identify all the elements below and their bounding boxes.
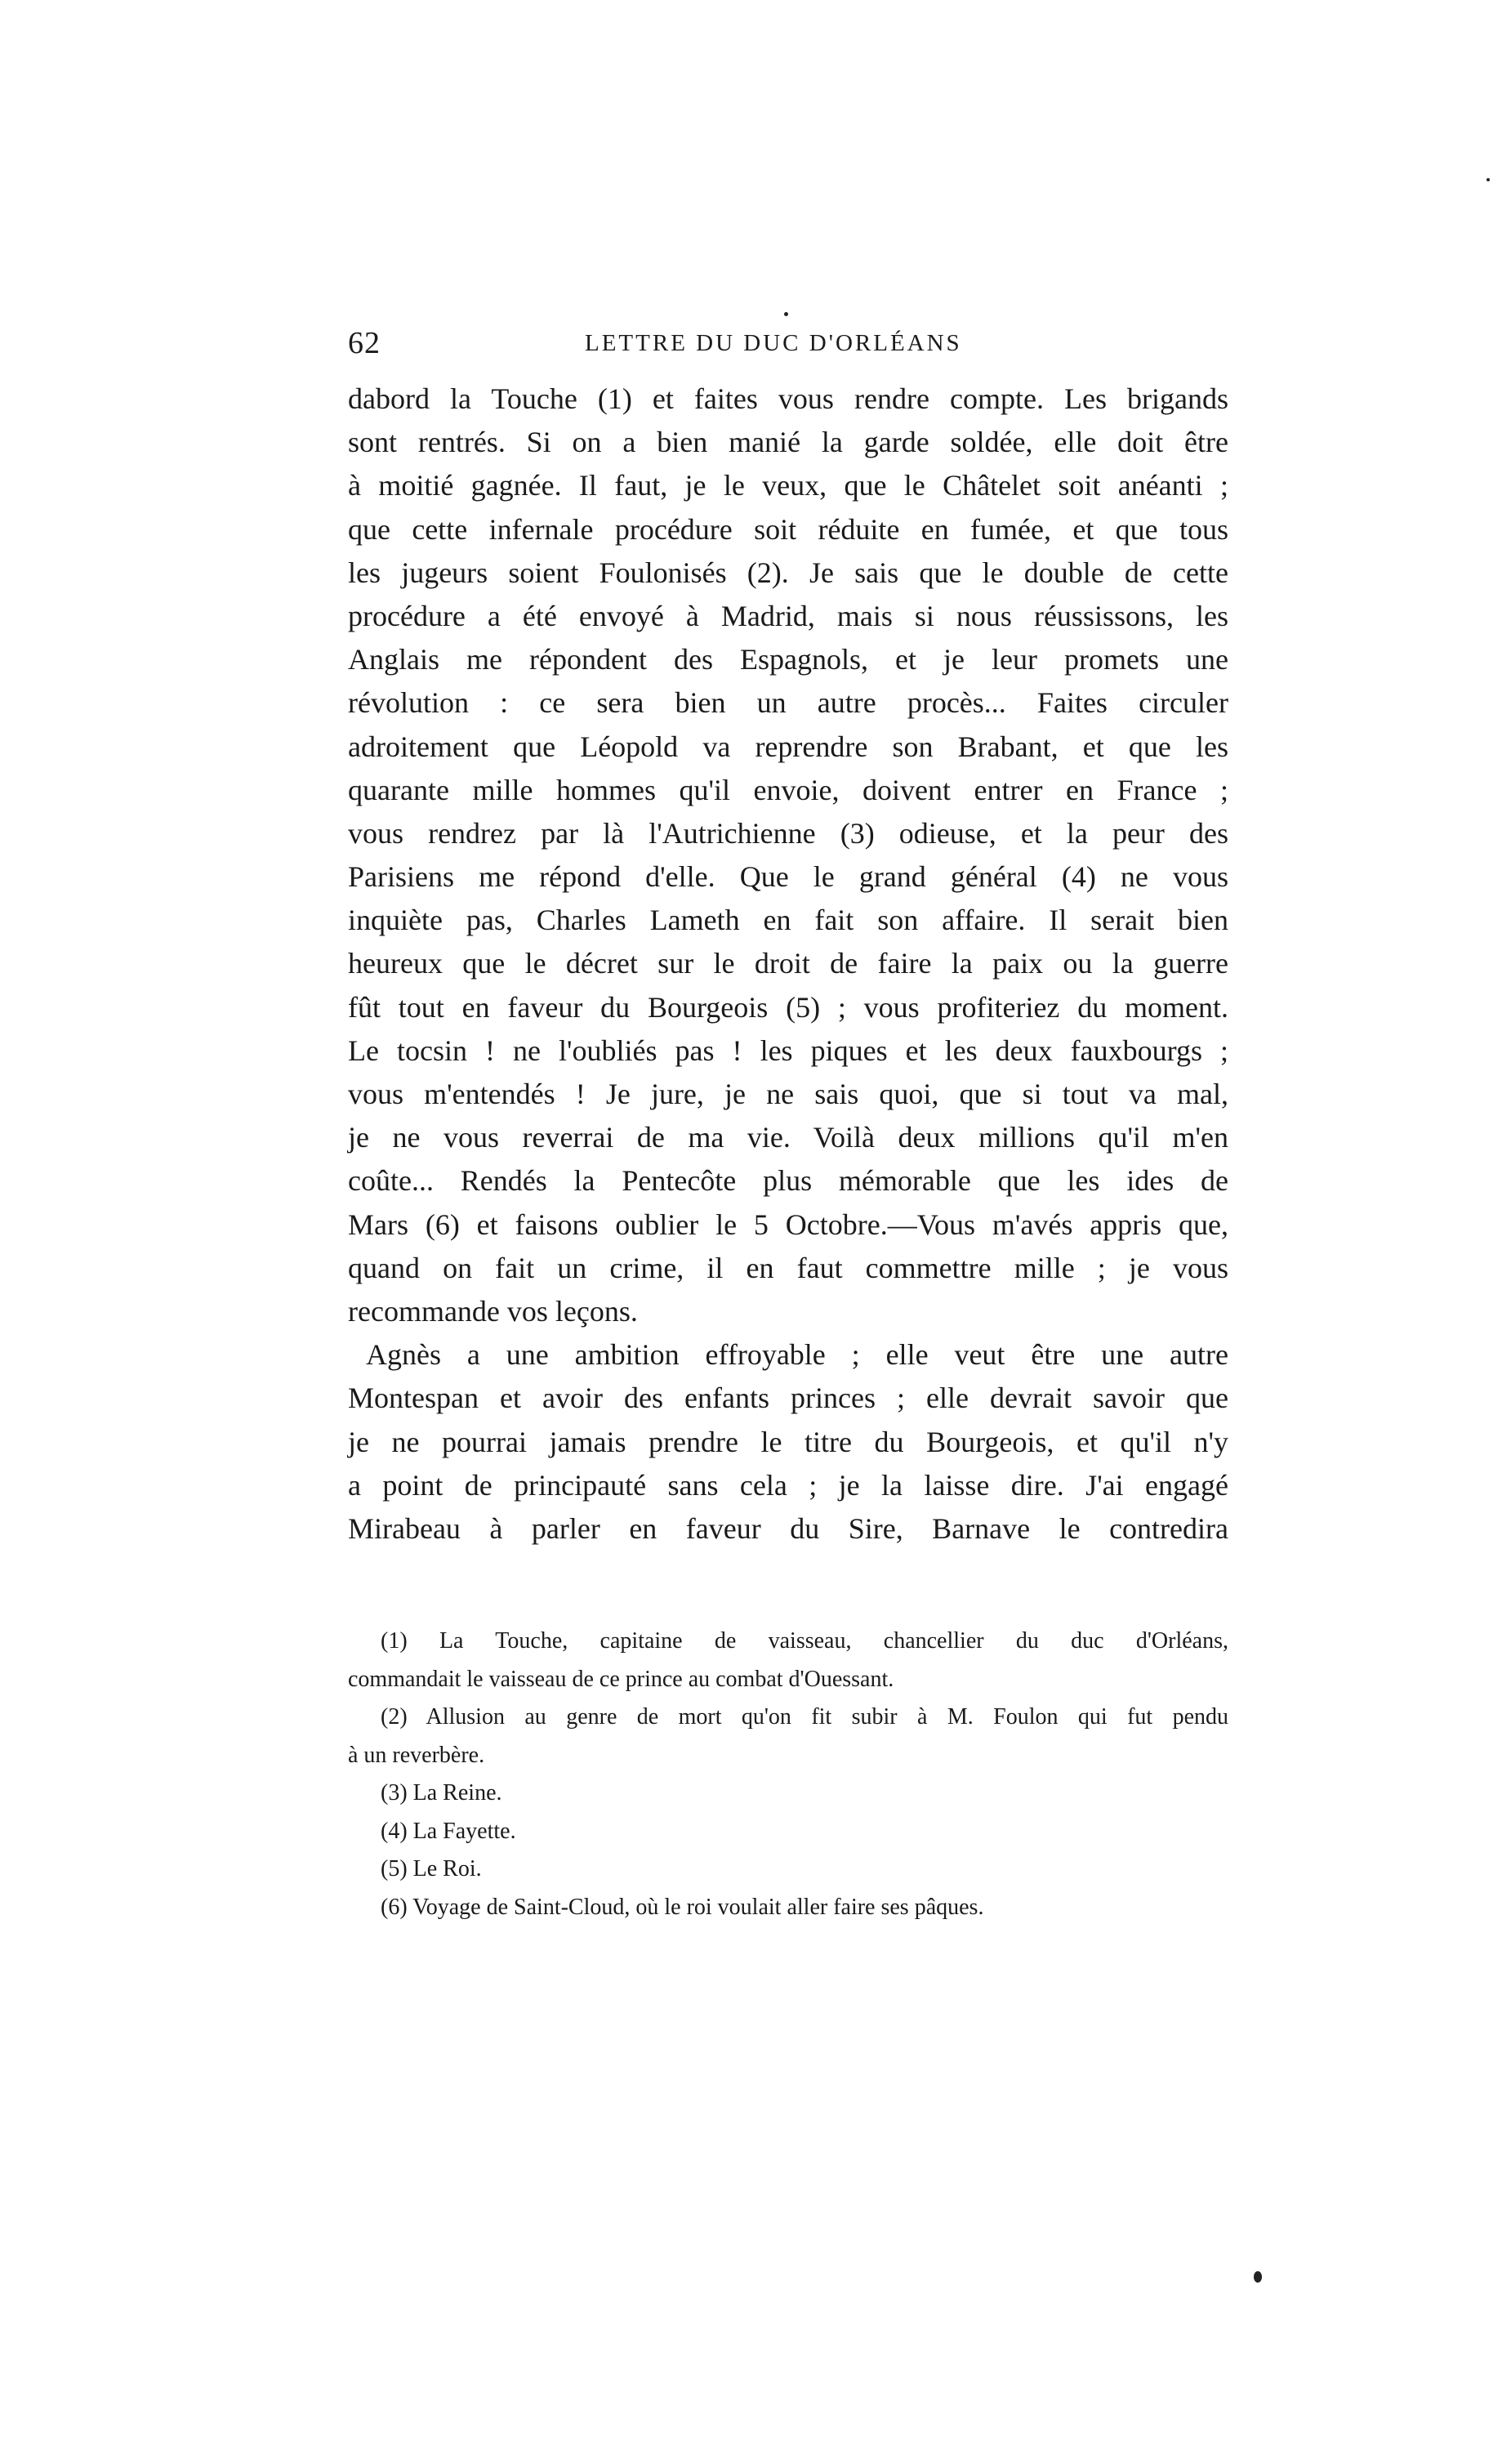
page-number: 62 xyxy=(348,326,381,360)
text-line: à moitié gagnée. Il faut, je le veux, que le Châtelet soit anéanti ; xyxy=(348,469,1228,502)
footnote-line: commandait le vaisseau de ce prince au combat d'Ouessant. xyxy=(348,1666,894,1692)
text-line: adroitement que Léopold va reprendre son Brabant, et que les xyxy=(348,730,1228,763)
text-line: sont rentrés. Si on a bien manié la garde soldée, elle doit être xyxy=(348,426,1228,459)
text-line: procédure a été envoyé à Madrid, mais si nous réussissons, les xyxy=(348,599,1228,632)
main-text xyxy=(348,377,1228,1551)
running-title: LETTRE DU DUC D'ORLÉANS xyxy=(585,330,962,356)
text-line: Montespan et avoir des enfants princes ; elle devrait savoir que xyxy=(348,1382,1228,1415)
ink-speck xyxy=(784,312,788,316)
text-line: heureux que le décret sur le droit de faire la paix ou la guerre xyxy=(348,947,1228,980)
text-line: vous rendrez par là l'Autrichienne (3) odieuse, et la peur des xyxy=(348,816,1228,850)
text-line: Anglais me répondent des Espagnols, et je leur promets une xyxy=(348,643,1228,676)
footnote-line: (2) Allusion au genre de mort qu'on fit subir à M. Foulon qui fut pendu xyxy=(381,1704,1228,1730)
text-line: fût tout en faveur du Bourgeois (5) ; vous profiteriez du moment. xyxy=(348,990,1228,1024)
footnotes xyxy=(348,1623,1228,1926)
text-line: Parisiens me répond d'elle. Que le grand général (4) ne vous xyxy=(348,860,1228,894)
text-line: je ne pourrai jamais prendre le titre du Bourgeois, et qu'il n'y xyxy=(348,1425,1228,1458)
text-line: quand on fait un crime, il en faut commettre mille ; je vous xyxy=(348,1251,1228,1284)
text-line: inquiète pas, Charles Lameth en fait son affaire. Il serait bien xyxy=(348,904,1228,937)
text-line: coûte... Rendés la Pentecôte plus mémorable que les ides de xyxy=(348,1164,1228,1198)
text-line: dabord la Touche (1) et faites vous rendre compte. Les brigands xyxy=(348,382,1228,415)
footnote-line: (3) La Reine. xyxy=(381,1780,502,1806)
footnote-line: (6) Voyage de Saint-Cloud, où le roi voulait aller faire ses pâques. xyxy=(381,1894,984,1920)
text-line: Mirabeau à parler en faveur du Sire, Barnave le contredira xyxy=(348,1511,1228,1545)
ink-speck xyxy=(1486,178,1490,181)
text-line: que cette infernale procédure soit réduite en fumée, et que tous xyxy=(348,512,1228,546)
text-line: Agnès a une ambition effroyable ; elle veut être une autre xyxy=(366,1338,1228,1372)
text-line: révolution : ce sera bien un autre procès... Faites circuler xyxy=(348,686,1228,720)
text-line: a point de principauté sans cela ; je la laisse dire. J'ai engagé xyxy=(348,1468,1228,1502)
text-line: recommande vos leçons. xyxy=(348,1294,638,1328)
footnote-line: (4) La Fayette. xyxy=(381,1818,516,1844)
text-line: vous m'entendés ! Je jure, je ne sais quoi, que si tout va mal, xyxy=(348,1078,1228,1110)
ink-speck xyxy=(1254,2271,1262,2283)
page-header xyxy=(348,325,1230,374)
text-line: je ne vous reverrai de ma vie. Voilà deux millions qu'il m'en xyxy=(348,1121,1228,1154)
footnote-line: à un reverbère. xyxy=(348,1742,485,1768)
footnote-line: (1) La Touche, capitaine de vaisseau, chancellier du duc d'Orléans, xyxy=(381,1628,1228,1654)
text-line: les jugeurs soient Foulonisés (2). Je sais que le double de cette xyxy=(348,556,1228,589)
text-line: Mars (6) et faisons oublier le 5 Octobre.—Vous m'avés appris que, xyxy=(348,1207,1228,1241)
footnote-line: (5) Le Roi. xyxy=(381,1856,482,1881)
text-line: Le tocsin ! ne l'oubliés pas ! les piques et les deux fauxbourgs ; xyxy=(348,1033,1228,1067)
text-line: quarante mille hommes qu'il envoie, doivent entrer en France ; xyxy=(348,773,1228,806)
